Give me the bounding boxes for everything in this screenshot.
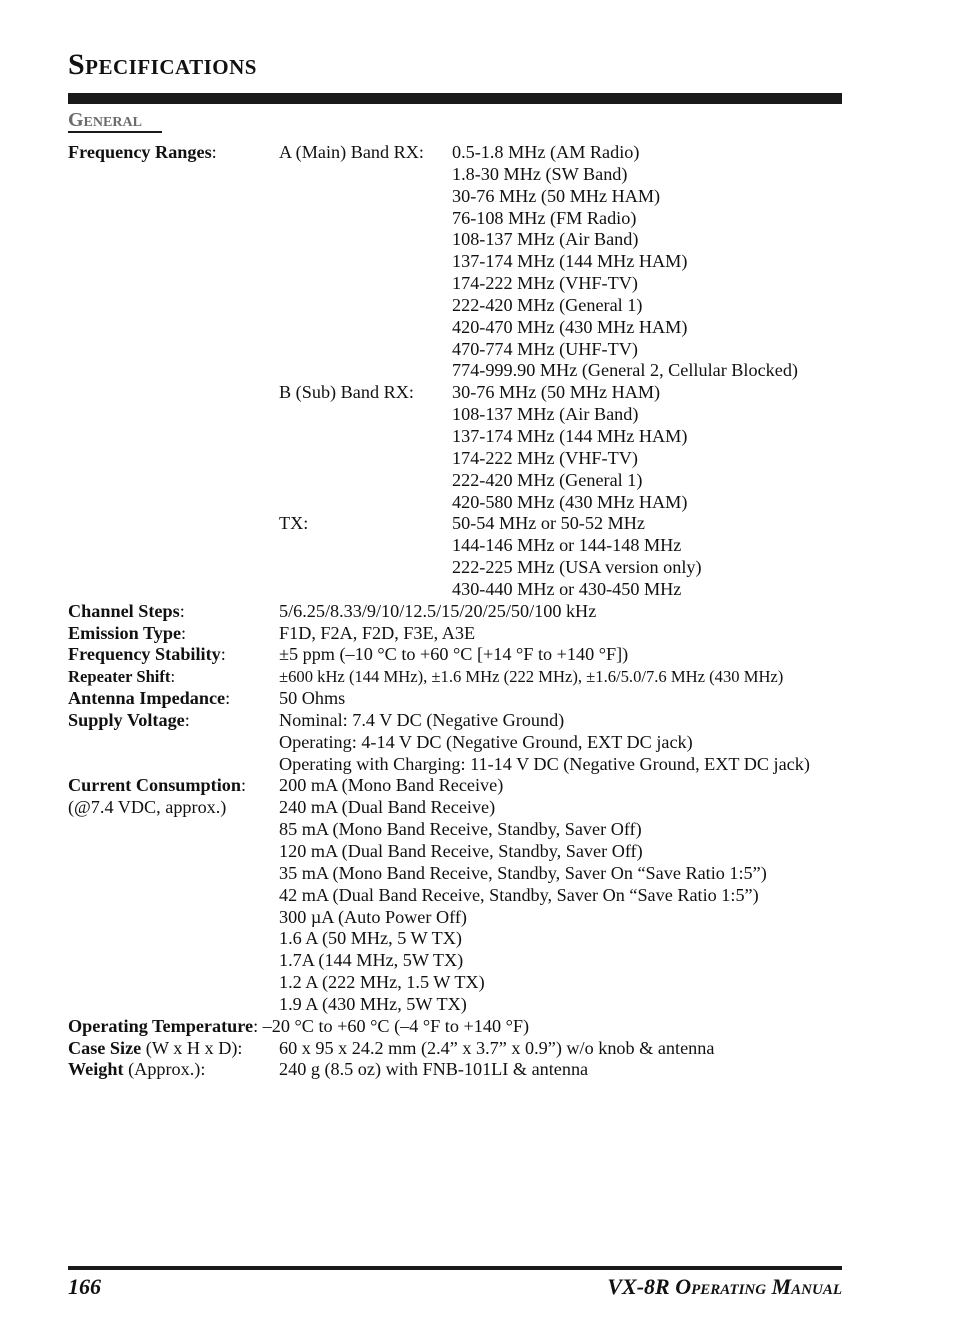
spec-row xyxy=(68,885,868,907)
spec-value-cell xyxy=(279,688,345,710)
spec-row xyxy=(68,754,868,776)
spec-label-cell xyxy=(68,557,279,579)
spec-label-suffix: : xyxy=(225,688,231,709)
spec-value: 1.6 A (50 MHz, 5 W TX) xyxy=(279,928,462,949)
spec-row xyxy=(68,251,868,273)
spec-label-suffix: (Approx.): xyxy=(123,1059,206,1080)
frequency-range: 470-774 MHz (UHF-TV) xyxy=(452,338,638,359)
spec-label-cell xyxy=(68,164,279,186)
spec-value: F1D, F2A, F2D, F3E, A3E xyxy=(279,622,476,643)
spec-label-cell xyxy=(68,710,279,732)
spec-value-cell xyxy=(452,535,681,557)
spec-label-cell: Frequency Ranges: xyxy=(68,142,217,162)
spec-sub-label-cell xyxy=(279,339,452,361)
spec-note: (@7.4 VDC, approx.) xyxy=(68,797,227,818)
spec-sub-label-cell xyxy=(279,382,452,404)
spec-row xyxy=(68,273,868,295)
spec-label-cell xyxy=(68,448,279,470)
spec-row xyxy=(68,513,868,535)
spec-value-cell xyxy=(279,972,485,994)
frequency-range: 420-470 MHz (430 MHz HAM) xyxy=(452,316,688,337)
spec-label: Repeater Shift xyxy=(68,667,171,687)
spec-row xyxy=(68,972,868,994)
spec-value: 5/6.25/8.33/9/10/12.5/15/20/25/50/100 kHz xyxy=(279,600,597,621)
spec-row xyxy=(68,994,868,1016)
frequency-range: 1.8-30 MHz (SW Band) xyxy=(452,163,628,184)
spec-value-cell xyxy=(279,841,643,863)
frequency-range: 50-54 MHz or 50-52 MHz xyxy=(452,513,645,534)
spec-row xyxy=(68,492,868,514)
spec-label-cell xyxy=(68,797,279,819)
spec-label-cell xyxy=(68,972,279,994)
spec-value-cell xyxy=(279,907,467,929)
spec-row xyxy=(68,164,868,186)
spec-value-cell xyxy=(452,470,642,492)
spec-label-cell xyxy=(68,732,279,754)
spec-label-cell xyxy=(68,623,279,645)
spec-value-cell xyxy=(452,251,687,273)
spec-label-cell xyxy=(68,841,279,863)
spec-row xyxy=(68,623,868,645)
spec-row xyxy=(68,360,868,382)
spec-label-suffix: : xyxy=(170,667,176,687)
spec-row xyxy=(68,688,868,710)
spec-label: Channel Steps xyxy=(68,600,180,621)
spec-sub-label-cell xyxy=(279,535,452,557)
band-name: A (Main) Band RX: xyxy=(279,142,424,162)
spec-value-cell xyxy=(452,339,638,361)
spec-value: 200 mA (Mono Band Receive) xyxy=(279,775,504,796)
spec-value: 300 µA (Auto Power Off) xyxy=(279,906,467,927)
specifications-table xyxy=(68,142,868,1081)
spec-label-cell xyxy=(68,295,279,317)
spec-label-cell xyxy=(68,404,279,426)
frequency-range: 222-420 MHz (General 1) xyxy=(452,469,643,490)
spec-label-cell xyxy=(68,382,279,404)
spec-value: 85 mA (Mono Band Receive, Standby, Saver Off) xyxy=(279,819,642,840)
spec-sub-label-cell xyxy=(279,513,452,535)
spec-value-cell xyxy=(279,885,759,907)
page-number: 166 xyxy=(68,1274,101,1299)
spec-label-cell xyxy=(68,950,279,972)
spec-label-cell xyxy=(68,928,279,950)
spec-label-cell xyxy=(68,601,279,623)
spec-label-cell xyxy=(68,186,279,208)
spec-label-suffix: : xyxy=(181,622,187,643)
spec-row xyxy=(68,863,868,885)
spec-row xyxy=(68,470,868,492)
spec-row xyxy=(68,186,868,208)
frequency-range: 420-580 MHz (430 MHz HAM) xyxy=(452,491,688,512)
spec-row xyxy=(68,841,868,863)
spec-sub-label-cell xyxy=(279,404,452,426)
title-rule xyxy=(68,93,842,104)
spec-row xyxy=(68,382,868,404)
spec-label: Case Size xyxy=(68,1037,142,1058)
spec-row xyxy=(68,579,868,601)
spec-value-cell xyxy=(279,1038,714,1060)
spec-row xyxy=(68,950,868,972)
spec-label: Operating Temperature xyxy=(68,1015,254,1036)
spec-value-cell xyxy=(452,186,660,208)
spec-row xyxy=(68,797,868,819)
spec-value-cell xyxy=(452,164,627,186)
spec-label-cell xyxy=(68,907,279,929)
spec-value-cell xyxy=(452,513,645,535)
spec-label: Antenna Impedance xyxy=(68,688,226,709)
spec-label-cell xyxy=(68,666,279,688)
spec-value-cell xyxy=(279,863,767,885)
spec-value: Operating: 4-14 V DC (Negative Ground, EXT DC jack) xyxy=(279,731,693,752)
spec-label-cell xyxy=(68,229,279,251)
spec-label-cell xyxy=(68,644,279,666)
spec-value-cell xyxy=(452,492,687,514)
frequency-range: 174-222 MHz (VHF-TV) xyxy=(452,273,638,294)
frequency-range: 222-420 MHz (General 1) xyxy=(452,294,643,315)
spec-value-cell xyxy=(279,666,783,688)
spec-sub-label-cell xyxy=(279,470,452,492)
frequency-range: 430-440 MHz or 430-450 MHz xyxy=(452,578,682,599)
spec-value-cell xyxy=(279,754,810,776)
frequency-range: 222-225 MHz (USA version only) xyxy=(452,557,702,578)
spec-label-cell xyxy=(68,775,279,797)
frequency-range: 174-222 MHz (VHF-TV) xyxy=(452,447,638,468)
spec-value: 35 mA (Mono Band Receive, Standby, Saver On “Save Ratio 1:5”) xyxy=(279,862,767,883)
band-name: B (Sub) Band RX: xyxy=(279,382,414,403)
spec-label-cell xyxy=(68,819,279,841)
spec-value: Nominal: 7.4 V DC (Negative Ground) xyxy=(279,709,565,730)
spec-label: Current Consumption xyxy=(68,775,241,796)
spec-value: 1.7A (144 MHz, 5W TX) xyxy=(279,950,464,971)
spec-sub-label-cell xyxy=(279,317,452,339)
frequency-range: 137-174 MHz (144 MHz HAM) xyxy=(452,425,688,446)
spec-value: 42 mA (Dual Band Receive, Standby, Saver On “Save Ratio 1:5”) xyxy=(279,884,759,905)
spec-value-cell xyxy=(279,775,503,797)
spec-label-cell xyxy=(68,426,279,448)
spec-label: Supply Voltage xyxy=(68,709,185,730)
spec-row xyxy=(68,907,868,929)
spec-sub-label-cell xyxy=(279,164,452,186)
frequency-range: 30-76 MHz (50 MHz HAM) xyxy=(452,382,661,403)
spec-value: 240 g (8.5 oz) with FNB-101LI & antenna xyxy=(279,1059,589,1080)
spec-row xyxy=(68,557,868,579)
frequency-range: 108-137 MHz (Air Band) xyxy=(452,404,639,425)
spec-row xyxy=(68,229,868,251)
spec-value-cell xyxy=(279,623,475,645)
spec-value: 50 Ohms xyxy=(279,688,346,709)
spec-label-cell xyxy=(68,492,279,514)
spec-label-suffix: : xyxy=(184,709,190,730)
spec-label-cell xyxy=(68,885,279,907)
frequency-range: 144-146 MHz or 144-148 MHz xyxy=(452,535,682,556)
spec-value-cell xyxy=(452,557,702,579)
spec-label-cell xyxy=(68,863,279,885)
spec-sub-label-cell xyxy=(279,557,452,579)
spec-label-suffix: : xyxy=(220,644,226,665)
spec-value: 1.2 A (222 MHz, 1.5 W TX) xyxy=(279,972,485,993)
spec-label-cell xyxy=(68,535,279,557)
spec-label-suffix: (W x H x D): xyxy=(141,1037,243,1058)
spec-row xyxy=(68,710,868,732)
spec-value-cell xyxy=(452,360,798,382)
section-underline xyxy=(68,131,162,133)
spec-row xyxy=(68,666,868,688)
spec-value: ±5 ppm (–10 °C to +60 °C [+14 °F to +140 °F]) xyxy=(279,644,629,665)
frequency-range: 108-137 MHz (Air Band) xyxy=(452,229,639,250)
spec-value-cell xyxy=(452,404,638,426)
spec-row xyxy=(68,1038,868,1060)
spec-label-cell xyxy=(68,208,279,230)
spec-label-cell xyxy=(68,317,279,339)
spec-value-cell xyxy=(279,1059,588,1081)
spec-value: 240 mA (Dual Band Receive) xyxy=(279,797,496,818)
spec-sub-label-cell xyxy=(279,208,452,230)
spec-sub-label-cell xyxy=(279,186,452,208)
footer-rule xyxy=(68,1266,842,1270)
spec-label-cell xyxy=(68,1059,279,1081)
spec-label: Frequency Ranges xyxy=(68,142,212,162)
spec-row xyxy=(68,404,868,426)
spec-label-cell xyxy=(68,513,279,535)
spec-value-cell xyxy=(452,317,687,339)
spec-row xyxy=(68,732,868,754)
spec-label-cell xyxy=(68,273,279,295)
frequency-range: 774-999.90 MHz (General 2, Cellular Blocked) xyxy=(452,360,798,381)
spec-value-cell xyxy=(279,819,642,841)
spec-row xyxy=(68,775,868,797)
spec-row xyxy=(68,426,868,448)
spec-value-cell xyxy=(279,994,467,1016)
spec-label-cell xyxy=(68,339,279,361)
spec-value-cell xyxy=(452,208,636,230)
spec-value-cell xyxy=(452,382,660,404)
spec-sub-label-cell xyxy=(279,448,452,470)
spec-value: 120 mA (Dual Band Receive, Standby, Saver Off) xyxy=(279,841,643,861)
spec-sub-label-cell xyxy=(279,426,452,448)
spec-value-cell xyxy=(452,426,687,448)
spec-label-cell xyxy=(68,360,279,382)
spec-label-cell xyxy=(68,251,279,273)
spec-row xyxy=(68,1059,868,1081)
frequency-range: 76-108 MHz (FM Radio) xyxy=(452,207,637,228)
spec-value-cell xyxy=(279,644,628,666)
spec-sub-label-cell xyxy=(279,251,452,273)
frequency-range: 30-76 MHz (50 MHz HAM) xyxy=(452,185,661,206)
spec-value: 60 x 95 x 24.2 mm (2.4” x 3.7” x 0.9”) w/o knob & antenna xyxy=(279,1037,715,1058)
spec-label-cell xyxy=(68,754,279,776)
manual-name: VX-8R Operating Manual xyxy=(607,1274,842,1299)
spec-sub-label-cell xyxy=(279,295,452,317)
spec-label-cell xyxy=(68,994,279,1016)
spec-label-suffix: : xyxy=(179,600,185,621)
spec-row xyxy=(68,1016,868,1038)
spec-value-cell xyxy=(279,601,596,623)
spec-row xyxy=(68,819,868,841)
spec-sub-label-cell xyxy=(279,229,452,251)
spec-value: 1.9 A (430 MHz, 5W TX) xyxy=(279,993,467,1014)
spec-label: Weight xyxy=(68,1059,124,1080)
spec-value-cell xyxy=(452,229,638,251)
spec-value-cell xyxy=(279,710,564,732)
spec-row xyxy=(68,601,868,623)
spec-label-cell xyxy=(68,579,279,601)
spec-value-cell xyxy=(452,579,681,601)
page-title: Specifications xyxy=(68,48,257,81)
spec-value-cell xyxy=(279,950,463,972)
spec-row xyxy=(68,208,868,230)
spec-row xyxy=(68,535,868,557)
spec-label: Frequency Stability xyxy=(68,644,221,665)
spec-label: Emission Type xyxy=(68,622,182,643)
spec-value-cell xyxy=(452,142,639,164)
spec-sub-label-cell xyxy=(279,360,452,382)
spec-value: Operating with Charging: 11-14 V DC (Negative Ground, EXT DC jack) xyxy=(279,753,810,774)
spec-value-cell xyxy=(279,928,462,950)
spec-value-cell xyxy=(279,732,693,754)
spec-label-suffix: : xyxy=(240,775,247,796)
spec-value: ±600 kHz (144 MHz), ±1.6 MHz (222 MHz), ±1.6/5.0/7.6 MHz (430 MHz) xyxy=(279,667,784,687)
spec-row xyxy=(68,928,868,950)
spec-sub-label-cell xyxy=(279,492,452,514)
spec-row xyxy=(68,448,868,470)
spec-value-cell xyxy=(279,797,495,819)
spec-row xyxy=(68,295,868,317)
frequency-range: 0.5-1.8 MHz (AM Radio) xyxy=(452,142,640,162)
spec-sub-label-cell xyxy=(279,273,452,295)
spec-label-cell xyxy=(68,1038,279,1060)
spec-row xyxy=(68,644,868,666)
spec-label-cell xyxy=(68,470,279,492)
spec-row xyxy=(68,317,868,339)
frequency-range: 137-174 MHz (144 MHz HAM) xyxy=(452,251,688,272)
spec-sub-label-cell xyxy=(279,142,452,164)
spec-row xyxy=(68,142,868,164)
spec-label-suffix: : –20 °C to +60 °C (–4 °F to +140 °F) xyxy=(253,1015,530,1036)
spec-value-cell xyxy=(452,273,638,295)
spec-row xyxy=(68,339,868,361)
spec-value-cell xyxy=(452,295,642,317)
spec-value-cell xyxy=(452,448,638,470)
spec-sub-label-cell xyxy=(279,579,452,601)
band-name: TX: xyxy=(279,513,309,534)
spec-label-cell xyxy=(68,688,279,710)
section-title: General xyxy=(68,109,142,131)
